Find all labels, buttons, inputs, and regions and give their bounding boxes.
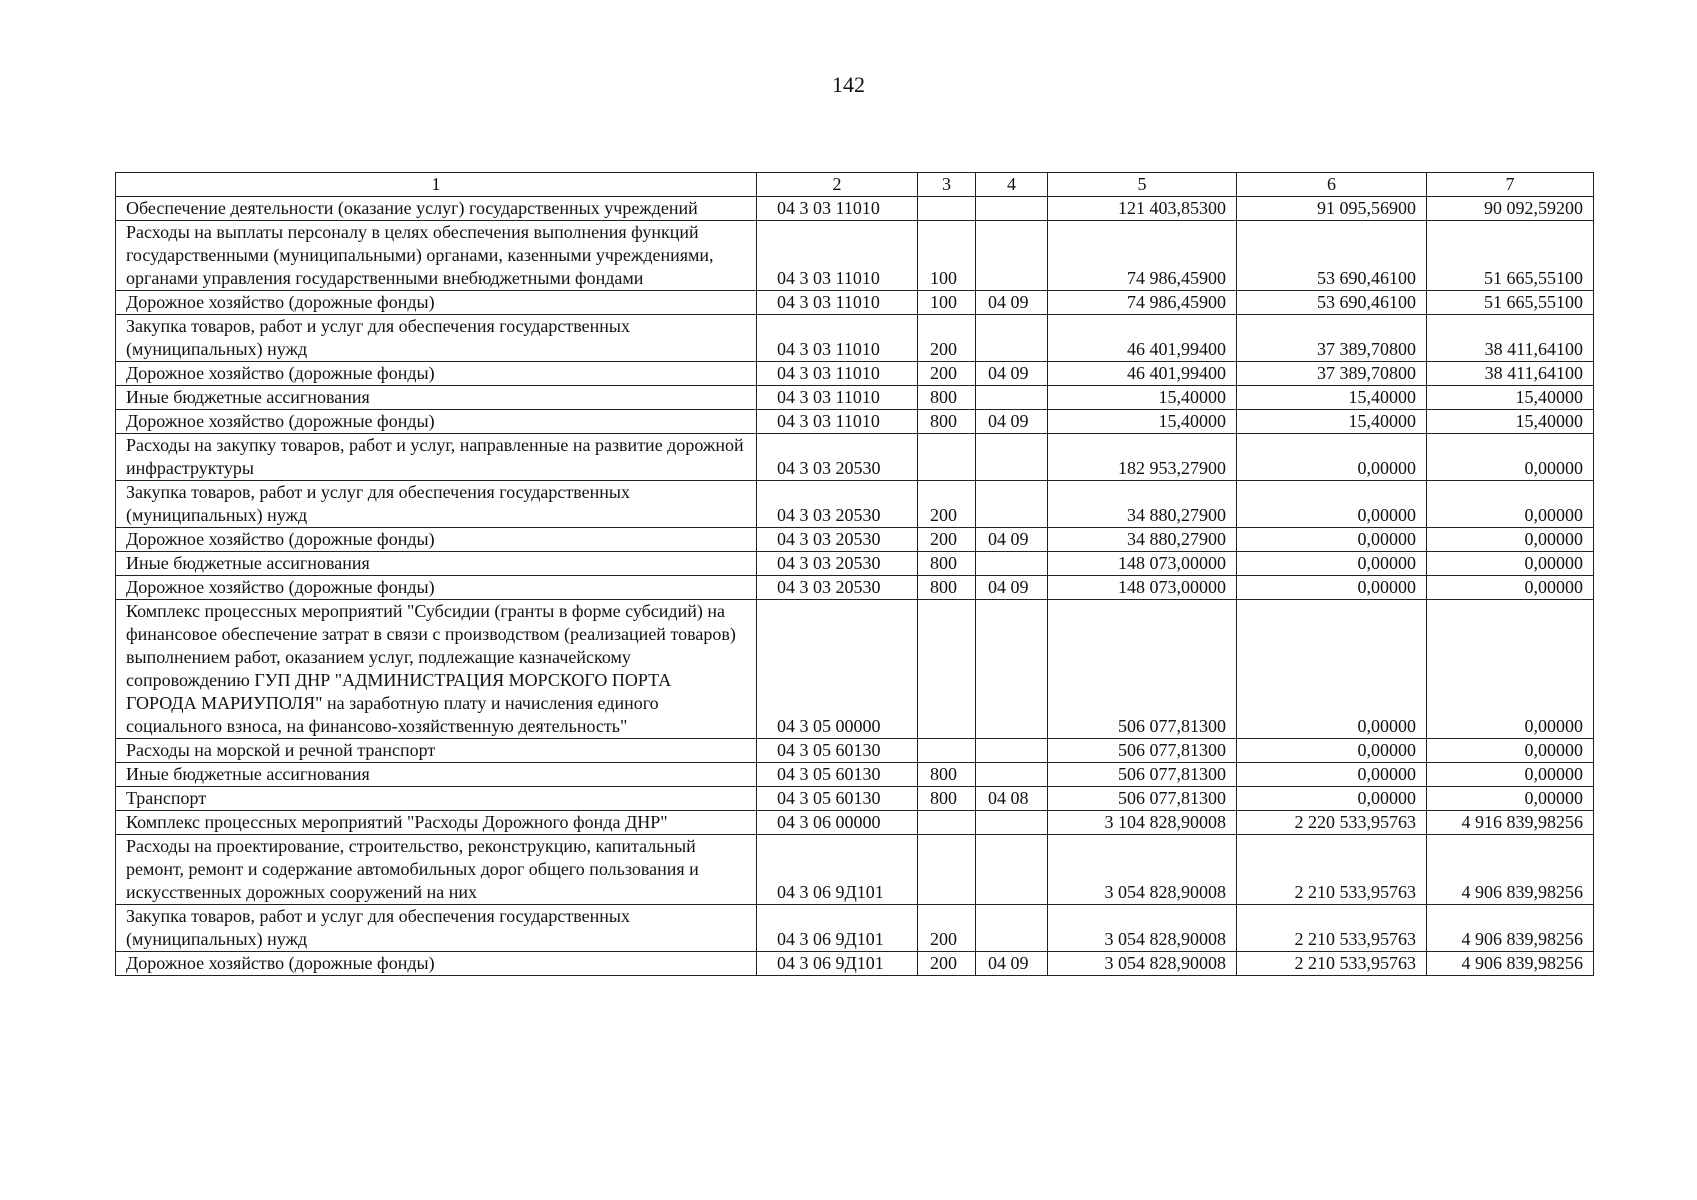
row-value-6: 2 210 533,95763 <box>1237 905 1427 952</box>
row-value-5: 34 880,27900 <box>1048 481 1237 528</box>
row-value-5: 3 054 828,90008 <box>1048 835 1237 905</box>
table-row <box>116 600 1594 739</box>
row-value-6: 0,00000 <box>1237 434 1427 481</box>
row-expense-type: 100 <box>918 291 976 315</box>
row-value-6: 15,40000 <box>1237 386 1427 410</box>
row-code: 04 3 05 60130 <box>757 787 918 811</box>
column-header: 4 <box>976 173 1048 197</box>
row-section: 04 09 <box>976 576 1048 600</box>
row-code: 04 3 03 11010 <box>757 386 918 410</box>
row-name: Закупка товаров, работ и услуг для обеспечения государственных (муниципальных) нужд <box>116 481 757 528</box>
row-value-7: 0,00000 <box>1427 552 1594 576</box>
row-expense-type: 200 <box>918 952 976 976</box>
row-name: Расходы на закупку товаров, работ и услуг, направленные на развитие дорожной инфраструктуры <box>116 434 757 481</box>
row-code: 04 3 03 20530 <box>757 481 918 528</box>
row-value-6: 53 690,46100 <box>1237 221 1427 291</box>
table-row <box>116 315 1594 362</box>
row-section <box>976 835 1048 905</box>
row-code: 04 3 06 00000 <box>757 811 918 835</box>
row-expense-type: 800 <box>918 552 976 576</box>
row-value-7: 38 411,64100 <box>1427 362 1594 386</box>
column-header: 5 <box>1048 173 1237 197</box>
row-expense-type: 200 <box>918 315 976 362</box>
row-value-5: 3 104 828,90008 <box>1048 811 1237 835</box>
row-name: Иные бюджетные ассигнования <box>116 552 757 576</box>
row-value-6: 0,00000 <box>1237 528 1427 552</box>
table-row <box>116 434 1594 481</box>
row-value-7: 90 092,59200 <box>1427 197 1594 221</box>
row-value-5: 506 077,81300 <box>1048 787 1237 811</box>
row-value-7: 0,00000 <box>1427 434 1594 481</box>
row-expense-type: 100 <box>918 221 976 291</box>
row-expense-type: 200 <box>918 905 976 952</box>
table-row <box>116 835 1594 905</box>
row-value-5: 121 403,85300 <box>1048 197 1237 221</box>
row-value-7: 15,40000 <box>1427 410 1594 434</box>
row-value-6: 37 389,70800 <box>1237 315 1427 362</box>
row-section: 04 09 <box>976 362 1048 386</box>
row-section <box>976 763 1048 787</box>
row-value-5: 506 077,81300 <box>1048 739 1237 763</box>
row-value-7: 0,00000 <box>1427 739 1594 763</box>
row-section <box>976 386 1048 410</box>
row-expense-type <box>918 197 976 221</box>
table-row <box>116 362 1594 386</box>
row-value-5: 506 077,81300 <box>1048 763 1237 787</box>
row-value-7: 0,00000 <box>1427 576 1594 600</box>
row-name: Комплекс процессных мероприятий "Расходы Дорожного фонда ДНР" <box>116 811 757 835</box>
table-row <box>116 410 1594 434</box>
table-row <box>116 291 1594 315</box>
row-value-7: 0,00000 <box>1427 600 1594 739</box>
row-value-6: 37 389,70800 <box>1237 362 1427 386</box>
row-section <box>976 221 1048 291</box>
row-name: Расходы на проектирование, строительство, реконструкцию, капитальный ремонт, ремонт и содержание автомобильных дорог общего пользования и искусственных дорожных сооружений на них <box>116 835 757 905</box>
row-value-6: 0,00000 <box>1237 481 1427 528</box>
row-value-6: 2 210 533,95763 <box>1237 835 1427 905</box>
row-value-7: 0,00000 <box>1427 481 1594 528</box>
row-name: Обеспечение деятельности (оказание услуг) государственных учреждений <box>116 197 757 221</box>
table-row <box>116 811 1594 835</box>
row-section <box>976 739 1048 763</box>
row-value-7: 15,40000 <box>1427 386 1594 410</box>
row-name: Закупка товаров, работ и услуг для обеспечения государственных (муниципальных) нужд <box>116 905 757 952</box>
row-expense-type: 800 <box>918 787 976 811</box>
row-value-5: 15,40000 <box>1048 386 1237 410</box>
row-name: Дорожное хозяйство (дорожные фонды) <box>116 576 757 600</box>
row-value-7: 4 906 839,98256 <box>1427 905 1594 952</box>
table-row <box>116 763 1594 787</box>
row-value-6: 2 210 533,95763 <box>1237 952 1427 976</box>
row-value-5: 3 054 828,90008 <box>1048 952 1237 976</box>
row-value-6: 53 690,46100 <box>1237 291 1427 315</box>
row-name: Закупка товаров, работ и услуг для обеспечения государственных (муниципальных) нужд <box>116 315 757 362</box>
row-section: 04 09 <box>976 291 1048 315</box>
row-section <box>976 315 1048 362</box>
row-expense-type <box>918 811 976 835</box>
row-value-5: 182 953,27900 <box>1048 434 1237 481</box>
column-header: 3 <box>918 173 976 197</box>
row-code: 04 3 06 9Д101 <box>757 905 918 952</box>
row-code: 04 3 03 11010 <box>757 315 918 362</box>
row-value-7: 0,00000 <box>1427 787 1594 811</box>
row-code: 04 3 06 9Д101 <box>757 952 918 976</box>
table-row <box>116 739 1594 763</box>
row-value-5: 34 880,27900 <box>1048 528 1237 552</box>
row-value-7: 38 411,64100 <box>1427 315 1594 362</box>
row-section <box>976 905 1048 952</box>
row-name: Расходы на выплаты персоналу в целях обеспечения выполнения функций государственными (муниципальными) органами, казенными учреждениями, органами управления государственными внебюджетными фондами <box>116 221 757 291</box>
row-value-5: 74 986,45900 <box>1048 221 1237 291</box>
table-row <box>116 552 1594 576</box>
row-section: 04 08 <box>976 787 1048 811</box>
table-row <box>116 905 1594 952</box>
row-section <box>976 434 1048 481</box>
row-value-5: 46 401,99400 <box>1048 362 1237 386</box>
column-header: 6 <box>1237 173 1427 197</box>
row-code: 04 3 03 20530 <box>757 434 918 481</box>
row-expense-type: 200 <box>918 481 976 528</box>
row-value-6: 0,00000 <box>1237 787 1427 811</box>
table-row <box>116 481 1594 528</box>
budget-table <box>115 172 1594 976</box>
row-code: 04 3 05 60130 <box>757 739 918 763</box>
row-value-6: 0,00000 <box>1237 739 1427 763</box>
row-section <box>976 481 1048 528</box>
column-number-row <box>116 173 1594 197</box>
row-expense-type <box>918 835 976 905</box>
row-section: 04 09 <box>976 952 1048 976</box>
table-row <box>116 528 1594 552</box>
page-number: 142 <box>832 72 865 97</box>
row-expense-type: 800 <box>918 410 976 434</box>
row-value-6: 0,00000 <box>1237 763 1427 787</box>
row-expense-type: 200 <box>918 362 976 386</box>
row-section <box>976 811 1048 835</box>
table-row <box>116 386 1594 410</box>
row-code: 04 3 03 11010 <box>757 410 918 434</box>
row-value-6: 2 220 533,95763 <box>1237 811 1427 835</box>
row-value-6: 0,00000 <box>1237 600 1427 739</box>
row-value-6: 0,00000 <box>1237 576 1427 600</box>
row-value-5: 74 986,45900 <box>1048 291 1237 315</box>
row-section <box>976 552 1048 576</box>
row-expense-type: 200 <box>918 528 976 552</box>
row-value-7: 51 665,55100 <box>1427 291 1594 315</box>
row-name: Дорожное хозяйство (дорожные фонды) <box>116 291 757 315</box>
row-name: Дорожное хозяйство (дорожные фонды) <box>116 362 757 386</box>
row-name: Комплекс процессных мероприятий "Субсидии (гранты в форме субсидий) на финансовое обеспечение затрат в связи с производством (реализацией товаров) выполнением работ, оказанием услуг, подлежащие казначейскому сопровождению ГУП ДНР "АДМИНИСТРАЦИЯ МОРСКОГО ПОРТА ГОРОДА МАРИУПОЛЯ" на заработную плату и начисления единого социального взноса, на финансово-хозяйственную деятельность" <box>116 600 757 739</box>
row-section <box>976 197 1048 221</box>
table-row <box>116 787 1594 811</box>
row-code: 04 3 06 9Д101 <box>757 835 918 905</box>
row-code: 04 3 03 11010 <box>757 362 918 386</box>
row-value-5: 506 077,81300 <box>1048 600 1237 739</box>
row-name: Дорожное хозяйство (дорожные фонды) <box>116 410 757 434</box>
row-expense-type: 800 <box>918 576 976 600</box>
row-code: 04 3 03 20530 <box>757 552 918 576</box>
row-code: 04 3 03 20530 <box>757 528 918 552</box>
row-name: Транспорт <box>116 787 757 811</box>
row-value-6: 0,00000 <box>1237 552 1427 576</box>
row-value-5: 148 073,00000 <box>1048 576 1237 600</box>
row-name: Иные бюджетные ассигнования <box>116 386 757 410</box>
row-expense-type: 800 <box>918 386 976 410</box>
row-value-5: 3 054 828,90008 <box>1048 905 1237 952</box>
row-value-5: 148 073,00000 <box>1048 552 1237 576</box>
row-value-7: 0,00000 <box>1427 528 1594 552</box>
row-name: Расходы на морской и речной транспорт <box>116 739 757 763</box>
row-code: 04 3 05 60130 <box>757 763 918 787</box>
row-name: Иные бюджетные ассигнования <box>116 763 757 787</box>
row-expense-type <box>918 600 976 739</box>
row-expense-type <box>918 739 976 763</box>
column-header: 1 <box>116 173 757 197</box>
column-header: 2 <box>757 173 918 197</box>
row-value-6: 15,40000 <box>1237 410 1427 434</box>
row-value-7: 4 906 839,98256 <box>1427 952 1594 976</box>
row-value-6: 91 095,56900 <box>1237 197 1427 221</box>
row-value-7: 51 665,55100 <box>1427 221 1594 291</box>
row-section <box>976 600 1048 739</box>
table-row <box>116 197 1594 221</box>
table-row <box>116 952 1594 976</box>
row-section: 04 09 <box>976 410 1048 434</box>
row-value-7: 4 916 839,98256 <box>1427 811 1594 835</box>
table-row <box>116 576 1594 600</box>
row-value-5: 46 401,99400 <box>1048 315 1237 362</box>
row-value-5: 15,40000 <box>1048 410 1237 434</box>
row-code: 04 3 03 20530 <box>757 576 918 600</box>
row-code: 04 3 03 11010 <box>757 291 918 315</box>
row-section: 04 09 <box>976 528 1048 552</box>
table-row <box>116 221 1594 291</box>
row-expense-type: 800 <box>918 763 976 787</box>
row-name: Дорожное хозяйство (дорожные фонды) <box>116 952 757 976</box>
row-value-7: 4 906 839,98256 <box>1427 835 1594 905</box>
row-value-7: 0,00000 <box>1427 763 1594 787</box>
row-expense-type <box>918 434 976 481</box>
row-code: 04 3 03 11010 <box>757 197 918 221</box>
row-code: 04 3 03 11010 <box>757 221 918 291</box>
row-name: Дорожное хозяйство (дорожные фонды) <box>116 528 757 552</box>
column-header: 7 <box>1427 173 1594 197</box>
row-code: 04 3 05 00000 <box>757 600 918 739</box>
